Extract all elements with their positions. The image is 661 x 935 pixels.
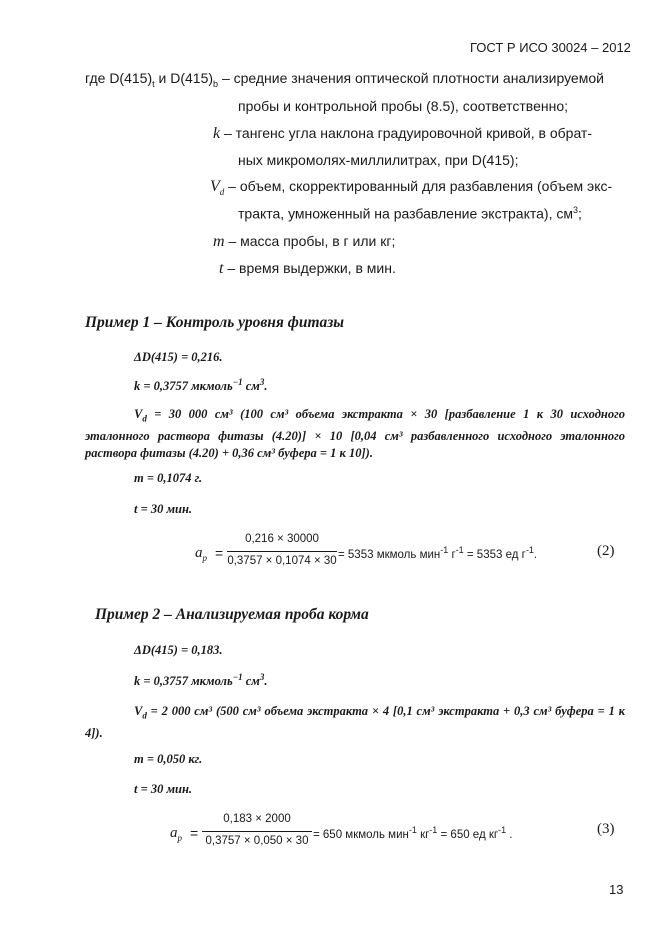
- f2-numerator: 0,216 × 30000: [245, 533, 319, 545]
- definition-vd-cont: [238, 205, 582, 222]
- f3-sup1: -1: [408, 825, 417, 835]
- ex2-vd-text: = 2 000 см³ (500 см³ объема экстракта × 4 [0,1 см³ экстракта + 0,3 см³ буфера = 1 к 4]).: [85, 704, 625, 740]
- f2-denominator: 0,3757 × 0,1074 × 30: [227, 555, 337, 567]
- f3-result-text: = 650 мкмоль мин: [313, 828, 409, 841]
- example1-k: [134, 377, 268, 394]
- f2-sup3: -1: [525, 545, 534, 555]
- f3-end: .: [506, 828, 513, 841]
- formula-number-3: (3): [597, 821, 615, 837]
- formula-2: [195, 533, 635, 573]
- f3-numerator: 0,183 × 2000: [223, 813, 291, 825]
- def-m-text: – масса пробы, в г или кг;: [224, 233, 396, 249]
- def-vd-text2: тракта, умноженный на разбавление экстракта), см: [238, 205, 573, 222]
- def-t-text: – время выдержки, в мин.: [223, 260, 396, 276]
- example1-heading: Пример 1 – Контроль уровня фитазы: [85, 314, 345, 331]
- symbol-k: k: [213, 125, 221, 142]
- f3-lhs: a: [170, 825, 178, 841]
- def-text: – средние значения оптической плотности анализируемой: [218, 70, 604, 86]
- page-number: 13: [609, 882, 624, 897]
- ex2-k-sup: −1: [232, 672, 243, 682]
- ex1-k-end: см: [242, 379, 260, 394]
- def-vd-sup: 3: [572, 205, 578, 215]
- f3-result: [313, 825, 512, 841]
- f2-sup2: -1: [455, 545, 464, 555]
- ex2-k-dot: .: [264, 674, 268, 689]
- example1-m: m = 0,1074 г.: [134, 471, 203, 485]
- example2-m: m = 0,050 кг.: [134, 752, 203, 766]
- f3-result2: = 650 ед кг: [437, 828, 499, 841]
- example2-delta-d: ΔD(415) = 0,183.: [134, 643, 223, 657]
- ex1-vd-sub: d: [142, 413, 147, 424]
- example2-t: t = 30 мин.: [134, 782, 193, 796]
- example1-delta-d: ΔD(415) = 0,216.: [134, 350, 223, 364]
- example2-k: [134, 672, 268, 689]
- ex2-k-end: см: [242, 674, 260, 689]
- ex1-vd-sym: V: [134, 407, 143, 421]
- formula-3: [170, 813, 635, 855]
- example1-t: t = 30 мин.: [134, 502, 193, 516]
- f3-fraction-bar: [202, 831, 312, 832]
- f2-end: .: [533, 548, 538, 561]
- def-sub-t: t: [152, 78, 155, 89]
- ex2-k-sup2: 3: [259, 672, 265, 682]
- def-sub-b: b: [213, 78, 219, 89]
- definition-vd: [210, 178, 612, 197]
- ex2-vd-sub: d: [142, 710, 147, 721]
- def-prefix: где D(415): [85, 70, 153, 86]
- ex2-k-text: k = 0,3757 мкмоль: [134, 674, 233, 689]
- symbol-v-sub: d: [219, 186, 225, 197]
- f3-unit2: кг: [416, 828, 430, 841]
- f2-fraction-bar: [227, 551, 337, 552]
- symbol-v: V: [210, 178, 220, 195]
- definition-d415: [85, 70, 604, 89]
- example2-heading: Пример 2 – Анализируемая проба корма: [95, 606, 369, 623]
- f2-eq: =: [215, 545, 224, 561]
- f3-sup3: -1: [498, 825, 507, 835]
- f3-denominator: 0,3757 × 0,050 × 30: [205, 835, 309, 847]
- def-vd-text: – объем, скорректированный для разбавления (объем экс-: [224, 178, 613, 194]
- ex1-k-text: k = 0,3757 мкмоль: [134, 379, 233, 394]
- def-mid: и D(415): [154, 70, 214, 86]
- definition-k: [213, 125, 592, 143]
- document-header: ГОСТ Р ИСО 30024 – 2012: [470, 40, 631, 55]
- definition-m: [213, 233, 395, 251]
- def-k-text: – тангенс угла наклона градуировочной кривой, в обрат-: [220, 125, 593, 141]
- ex1-k-dot: .: [264, 379, 268, 394]
- symbol-m: m: [213, 233, 225, 250]
- f2-result2: = 5353 ед г: [463, 548, 526, 561]
- definition-t: [219, 260, 396, 278]
- formula-number-2: (2): [597, 543, 615, 559]
- f3-eq: =: [190, 825, 199, 841]
- ex2-vd-sym: V: [134, 704, 143, 718]
- f3-lhs-sub: p: [177, 833, 182, 843]
- definition-k-cont: ных микромолях-миллилитрах, при D(415);: [238, 152, 519, 168]
- ex1-vd-text: = 30 000 см³ (100 см³ объема экстракта × 30 [разбавление 1 к 30 исходного эталонного раствора фитазы (4.20)] × 10 [0,04 см³ разбавленного исходного эталонного раствора фитазы (4.20) + 0,36 см³ буфера = 1 к 10]).: [85, 407, 625, 460]
- f2-result-text: = 5353 мкмоль мин: [338, 548, 441, 561]
- f2-unit2: г: [448, 548, 456, 561]
- example1-vd-paragraph: [85, 406, 625, 462]
- f2-lhs-sub: p: [202, 553, 207, 563]
- f2-lhs: a: [195, 545, 203, 561]
- f3-fraction: [202, 813, 312, 855]
- symbol-t: t: [219, 260, 224, 277]
- f3-sup2: -1: [429, 825, 438, 835]
- definition-d415-cont: пробы и контрольной пробы (8.5), соответственно;: [238, 98, 568, 114]
- f2-result: [338, 545, 537, 561]
- def-vd-end: ;: [577, 205, 582, 222]
- f2-fraction: [227, 533, 337, 573]
- ex1-k-sup2: 3: [259, 377, 265, 387]
- ex1-k-sup: −1: [232, 377, 243, 387]
- example2-vd-paragraph: [85, 703, 625, 742]
- f2-sup1: -1: [440, 545, 449, 555]
